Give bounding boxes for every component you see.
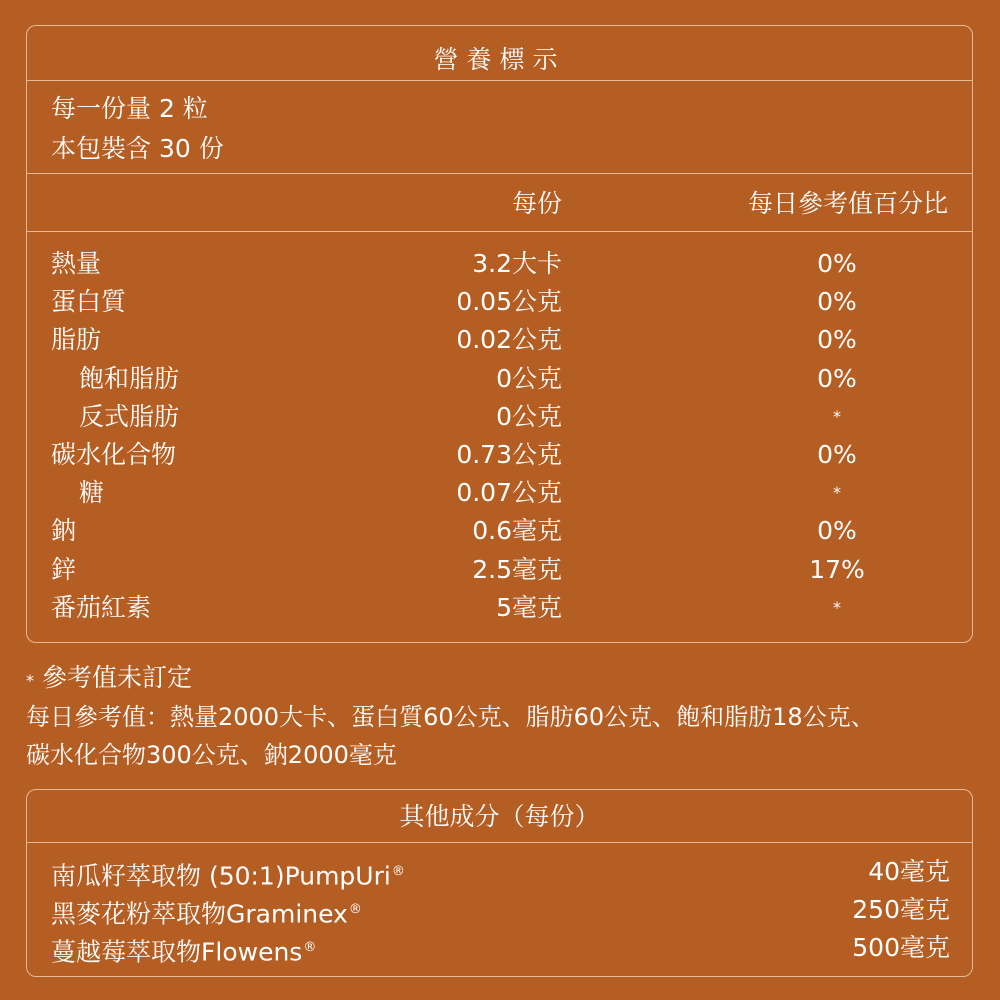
nutrient-daily-value: 0% — [817, 364, 857, 393]
nutrient-name: 飽和脂肪 — [79, 364, 180, 393]
divider — [27, 231, 972, 232]
serving-size: 每一份量 2 粒 — [51, 94, 208, 123]
nutrient-name: 脂肪 — [51, 325, 102, 354]
nutrient-amount: 0.05公克 — [456, 287, 562, 316]
panel-title: 營養標示 — [433, 45, 566, 74]
nutrient-name: 鈉 — [51, 516, 77, 545]
ingredient-amount: 500毫克 — [852, 933, 950, 962]
nutrient-daily-value: 0% — [817, 516, 857, 545]
nutrient-amount: 0.73公克 — [456, 440, 562, 469]
divider — [27, 80, 972, 81]
column-header-per-serving: 每份 — [511, 189, 562, 218]
nutrient-daily-value: * — [833, 483, 841, 502]
nutrient-name: 糖 — [79, 478, 105, 507]
ingredient-name — [51, 853, 405, 895]
nutrient-amount: 5毫克 — [496, 593, 562, 622]
nutrient-name: 反式脂肪 — [79, 402, 180, 431]
ingredient-amount: 40毫克 — [868, 857, 950, 886]
ingredient-amount: 250毫克 — [852, 895, 950, 924]
nutrient-name: 鋅 — [51, 555, 77, 584]
registered-mark: ® — [391, 864, 405, 879]
nutrient-daily-value: 17% — [809, 555, 865, 584]
nutrition-facts-panel — [26, 25, 973, 643]
nutrient-name: 碳水化合物 — [51, 440, 177, 469]
nutrient-amount: 0公克 — [496, 364, 562, 393]
daily-reference-line-2: 碳水化合物300公克、鈉2000毫克 — [26, 741, 397, 769]
nutrient-amount: 2.5毫克 — [472, 555, 562, 584]
ingredient-name — [51, 929, 316, 971]
ingredients-title: 其他成分（每份） — [399, 802, 600, 831]
asterisk-marker: * — [26, 671, 34, 690]
nutrient-amount: 0.6毫克 — [472, 516, 562, 545]
ingredient-name-text: 蔓越莓萃取物Flowens — [51, 937, 303, 967]
nutrient-daily-value: * — [833, 598, 841, 617]
footnote-text: 參考值未訂定 — [41, 663, 192, 692]
ingredient-name-text: 黑麥花粉萃取物Graminex — [51, 899, 348, 929]
nutrient-amount: 0.02公克 — [456, 325, 562, 354]
registered-mark: ® — [303, 940, 317, 955]
divider — [27, 173, 972, 174]
footnote-not-established — [26, 659, 192, 700]
ingredient-name — [51, 891, 362, 933]
nutrient-daily-value: 0% — [817, 249, 857, 278]
nutrient-name: 番茄紅素 — [51, 593, 152, 622]
nutrient-daily-value: 0% — [817, 440, 857, 469]
registered-mark: ® — [348, 902, 362, 917]
nutrient-name: 熱量 — [51, 249, 102, 278]
nutrient-name: 蛋白質 — [51, 287, 127, 316]
column-header-daily-value: 每日參考值百分比 — [747, 189, 948, 218]
other-ingredients-panel — [26, 789, 973, 977]
divider — [27, 842, 972, 843]
nutrient-amount: 0.07公克 — [456, 478, 562, 507]
nutrient-daily-value: 0% — [817, 287, 857, 316]
nutrient-daily-value: 0% — [817, 325, 857, 354]
nutrient-daily-value: * — [833, 407, 841, 426]
servings-per-pack: 本包裝含 30 份 — [51, 134, 224, 163]
nutrient-amount: 0公克 — [496, 402, 562, 431]
daily-reference-line-1: 每日參考值：熱量2000大卡、蛋白質60公克、脂肪60公克、飽和脂肪18公克、 — [26, 703, 875, 731]
ingredient-name-text: 南瓜籽萃取物 (50:1)PumpUri — [51, 861, 391, 891]
nutrient-amount: 3.2大卡 — [472, 249, 562, 278]
